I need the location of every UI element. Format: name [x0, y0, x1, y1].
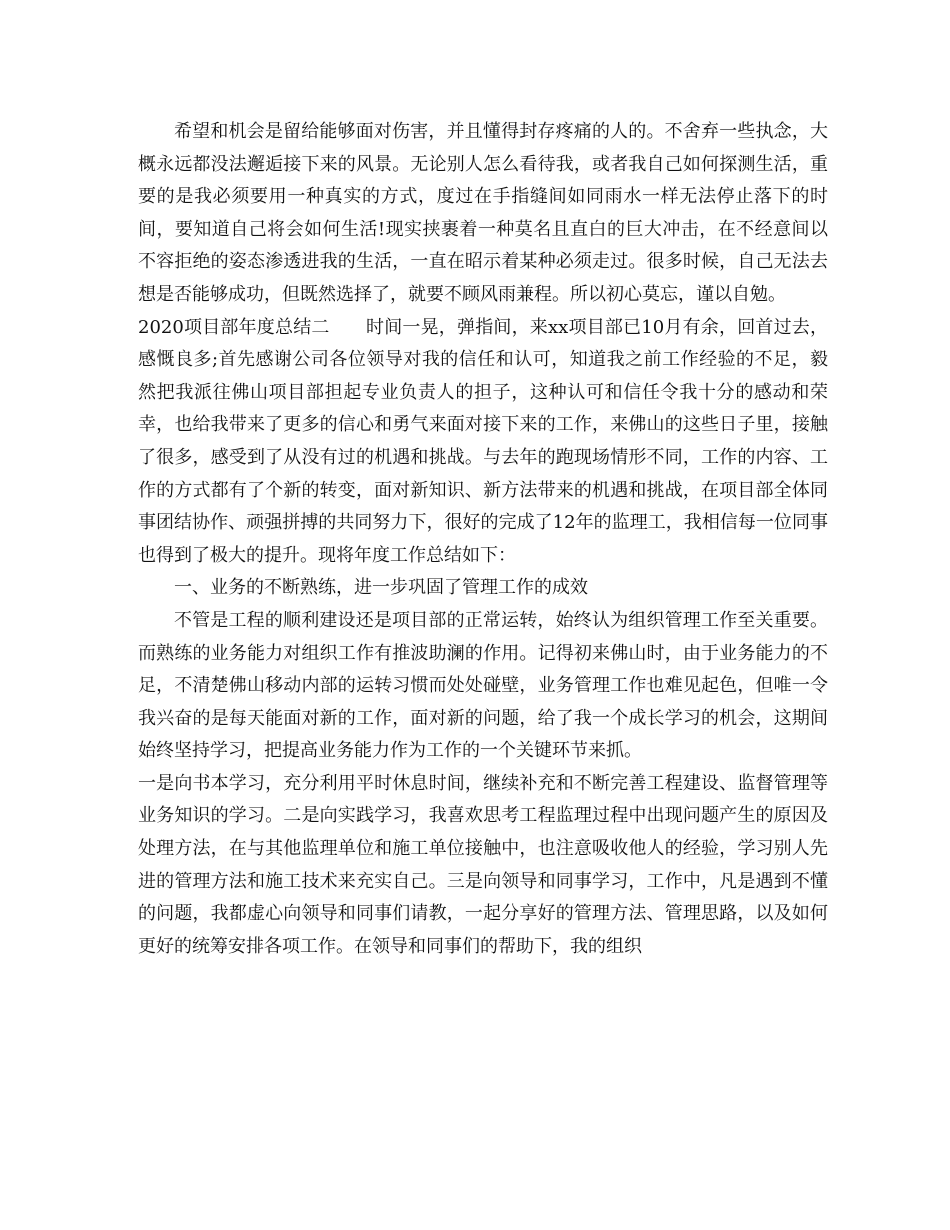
document-body: [138, 116, 828, 963]
paragraph-3: 不管是工程的顺利建设还是项目部的正常运转，始终认为组织管理工作至关重要。而熟练的业务能力对组织工作有推波助澜的作用。记得初来佛山时，由于业务能力的不足，不清楚佛山移动内部的运转习惯而处处碰壁，业务管理工作也难见起色，但唯一令我兴奋的是每天能面对新的工作，面对新的问题，给了我一个成长学习的机会，这期间始终坚持学习，把提高业务能力作为工作的一个关键环节来抓。: [138, 609, 828, 762]
paragraph-4: 一是向书本学习，充分利用平时休息时间，继续补充和不断完善工程建设、监督管理等业务知识的学习。二是向实践学习，我喜欢思考工程监理过程中出现问题产生的原因及处理方法，在与其他监理单位和施工单位接触中，也注意吸收他人的经验，学习别人先进的管理方法和施工技术来充实自己。三是向领导和同事学习，工作中，凡是遇到不懂的问题，我都虚心向领导和同事们请教，一起分享好的管理方法、管理思路，以及如何更好的统筹安排各项工作。在领导和同事们的帮助下，我的组织: [138, 772, 828, 957]
section-heading-1: 一、业务的不断熟练，进一步巩固了管理工作的成效: [174, 577, 588, 599]
paragraph-2: 2020项目部年度总结二 时间一晃，弹指间，来xx项目部已10月有余，回首过去，感慨良多;首先感谢公司各位领导对我的信任和认可，知道我之前工作经验的不足，毅然把我派往佛山项目部担起专业负责人的担子，这种认可和信任令我十分的感动和荣幸，也给我带来了更多的信心和勇气来面对接下来的工作，来佛山的这些日子里，接触了很多，感受到了从没有过的机遇和挑战。与去年的跑现场情形不同，工作的内容、工作的方式都有了个新的转变，面对新知识、新方法带来的机遇和挑战，在项目部全体同事团结协作、顽强拼搏的共同努力下，很好的完成了12年的监理工，我相信每一位同事也得到了极大的提升。现将年度工作总结如下：: [138, 316, 828, 566]
paragraph-1: 希望和机会是留给能够面对伤害，并且懂得封存疼痛的人的。不舍弃一些执念，大概永远都没法邂逅接下来的风景。无论别人怎么看待我，或者我自己如何探测生活，重要的是我必须要用一种真实的方式，度过在手指缝间如同雨水一样无法停止落下的时间，要知道自己将会如何生活!现实挟裹着一种莫名且直白的巨大冲击，在不经意间以不容拒绝的姿态渗透进我的生活，一直在昭示着某种必须走过。很多时候，自己无法去想是否能够成功，但既然选择了，就要不顾风雨兼程。所以初心莫忘，谨以自勉。: [138, 121, 828, 305]
